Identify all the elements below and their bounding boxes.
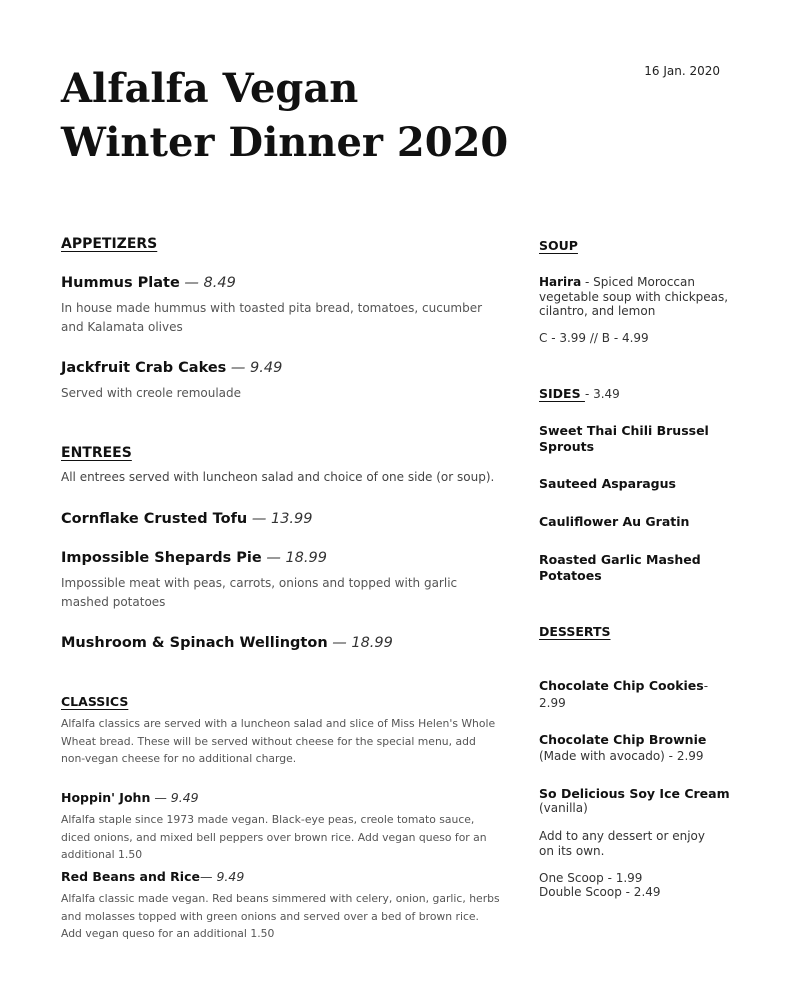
item-price: 18.99 bbox=[351, 635, 393, 651]
item-price: - 2.99 bbox=[539, 679, 709, 710]
item-detail: (vanilla) bbox=[539, 801, 588, 815]
dessert-addon-note: Add to any dessert or enjoy on its own. bbox=[539, 829, 705, 858]
entrees-heading: ENTREES bbox=[61, 445, 132, 461]
item-name: Jackfruit Crab Cakes bbox=[61, 360, 227, 376]
item-name: Mushroom & Spinach Wellington bbox=[61, 635, 328, 651]
menu-title bbox=[61, 62, 508, 170]
soup-price: C - 3.99 // B - 4.99 bbox=[539, 331, 649, 345]
item-description: Served with creole remoulade bbox=[61, 386, 242, 400]
appetizers-heading: APPETIZERS bbox=[61, 236, 158, 252]
item-name: Impossible Shepards Pie bbox=[61, 550, 262, 566]
item-description: In house made hummus with toasted pita bread, tomatoes, cucumber and Kalamata olives bbox=[61, 301, 483, 334]
item-separator: — bbox=[226, 360, 251, 376]
scoop-price-one: One Scoop - 1.99 bbox=[539, 871, 643, 885]
item-separator: — bbox=[261, 550, 286, 566]
menu-date: 16 Jan. 2020 bbox=[644, 64, 720, 78]
side-item: Sauteed Asparagus bbox=[539, 476, 676, 491]
item-name: Harira bbox=[539, 275, 582, 289]
item-name: Chocolate Chip Brownie bbox=[539, 732, 707, 747]
item-price: 18.99 bbox=[285, 550, 327, 566]
soup-heading: SOUP bbox=[539, 238, 578, 253]
side-item: Roasted Garlic Mashed Potatoes bbox=[539, 552, 701, 583]
item-name: Hummus Plate bbox=[61, 275, 180, 291]
sides-header bbox=[539, 386, 620, 401]
item-separator: — bbox=[179, 275, 204, 291]
item-price: 9.49 bbox=[250, 360, 283, 376]
item-separator: — bbox=[247, 511, 271, 527]
desserts-heading: DESSERTS bbox=[539, 624, 611, 639]
item-separator: — bbox=[199, 869, 217, 884]
item-price: 8.49 bbox=[203, 275, 236, 291]
menu-item-cornflake-tofu bbox=[61, 511, 312, 527]
item-description: - Spiced Moroccan vegetable soup with chickpeas, cilantro, and lemon bbox=[539, 275, 729, 318]
scoop-price-double: Double Scoop - 2.49 bbox=[539, 885, 661, 899]
item-name: Chocolate Chip Cookies bbox=[539, 678, 704, 693]
item-name: Cornflake Crusted Tofu bbox=[61, 511, 248, 527]
item-price: 9.49 bbox=[170, 790, 199, 805]
item-description: Alfalfa classic made vegan. Red beans simmered with celery, onion, garlic, herbs and molasses topped with green onions and served over a bed of brown rice. Add vegan queso for an additional 1.50 bbox=[61, 892, 500, 940]
dessert-item-ice-cream bbox=[539, 786, 739, 816]
item-name: So Delicious Soy Ice Cream bbox=[539, 786, 730, 801]
item-name: Red Beans and Rice bbox=[61, 869, 200, 884]
menu-item-jackfruit-crab-cakes bbox=[61, 360, 282, 376]
menu-item-hummus-plate bbox=[61, 275, 236, 291]
soup-item-harira bbox=[539, 275, 729, 319]
menu-item-hoppin-john bbox=[61, 790, 199, 805]
item-separator: — bbox=[327, 635, 352, 651]
menu-item-wellington bbox=[61, 635, 393, 651]
dessert-item-brownie bbox=[539, 731, 739, 765]
sides-heading: SIDES bbox=[539, 386, 585, 401]
entrees-note: All entrees served with luncheon salad and choice of one side (or soup). bbox=[61, 470, 495, 484]
item-price: 9.49 bbox=[216, 869, 245, 884]
menu-title-line-2: Winter Dinner 2020 bbox=[61, 119, 509, 166]
item-description: Alfalfa staple since 1973 made vegan. Black-eye peas, creole tomato sauce, diced onions, and mixed bell peppers over brown rice. Add vegan queso for an additional 1.50 bbox=[61, 813, 487, 861]
item-separator: — bbox=[150, 790, 171, 805]
classics-heading: CLASSICS bbox=[61, 694, 129, 709]
item-name: Hoppin' John bbox=[61, 790, 151, 805]
item-price: 13.99 bbox=[270, 511, 313, 527]
classics-note: Alfalfa classics are served with a luncheon salad and slice of Miss Helen's Whole Wheat bread. These will be served without cheese for the special menu, add non-vegan cheese for no additional charge. bbox=[61, 717, 496, 765]
sides-price: - 3.49 bbox=[584, 387, 620, 401]
side-item: Cauliflower Au Gratin bbox=[539, 514, 690, 529]
menu-item-red-beans-rice bbox=[61, 869, 244, 884]
dessert-item-cookies bbox=[539, 677, 714, 712]
menu-title-line-1: Alfalfa Vegan bbox=[61, 65, 359, 112]
item-detail: (Made with avocado) - 2.99 bbox=[539, 749, 704, 763]
side-item: Sweet Thai Chili Brussel Sprouts bbox=[539, 423, 709, 454]
menu-item-shepards-pie bbox=[61, 550, 327, 566]
item-description: Impossible meat with peas, carrots, onions and topped with garlic mashed potatoes bbox=[61, 576, 458, 609]
